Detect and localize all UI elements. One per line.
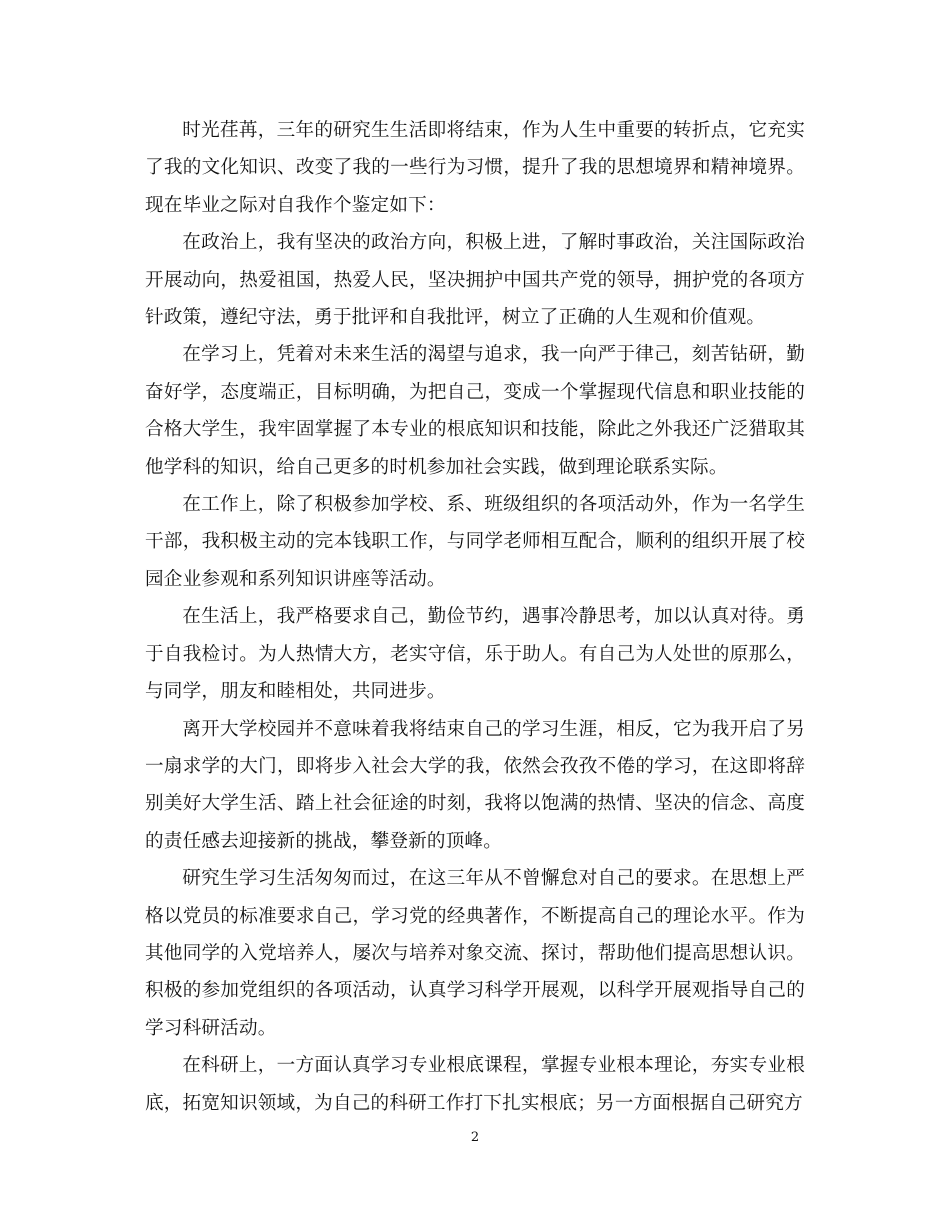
- paragraph-life: 在生活上，我严格要求自己，勤俭节约，遇事冷静思考，加以认真对待。勇于自我检讨。为人热情大方，老实守信，乐于助人。有自己为人处世的原那么，与同学，朋友和睦相处，共同进步。: [145, 606, 805, 703]
- paragraph-research: 在科研上，一方面认真学习专业根底课程，掌握专业根本理论，夯实专业根底，拓宽知识领域，为自己的科研工作打下扎实根底；另一方面根据自己研究方: [145, 1055, 805, 1114]
- paragraph-farewell: 离开大学校园并不意味着我将结束自己的学习生涯，相反，它为我开启了另一扇求学的大门，即将步入社会大学的我，依然会孜孜不倦的学习，在这即将辞别美好大学生活、踏上社会征途的时刻，我将以饱满的热情、坚决的信念、高度的责任感去迎接新的挑战，攀登新的顶峰。: [145, 718, 805, 852]
- paragraph-work: 在工作上，除了积极参加学校、系、班级组织的各项活动外，作为一名学生干部，我积极主动的完本钱职工作，与同学老师相互配合，顺利的组织开展了校园企业参观和系列知识讲座等活动。: [145, 494, 805, 590]
- document-body: [145, 112, 805, 1122]
- paragraph-politics: 在政治上，我有坚决的政治方向，积极上进，了解时事政治，关注国际政治开展动向，热爱祖国，热爱人民，坚决拥护中国共产党的领导，拥护党的各项方针政策，遵纪守法，勇于批评和自我批评，树立了正确的人生观和价值观。: [145, 232, 805, 329]
- paragraph-graduate-study: 研究生学习生活匆匆而过，在这三年从不曾懈怠对自己的要求。在思想上严格以党员的标准要求自己，学习党的经典著作，不断提高自己的理论水平。作为其他同学的入党培养人，屡次与培养对象交流、探讨，帮助他们提高思想认识。积极的参加党组织的各项活动，认真学习科学开展观，以科学开展观指导自己的学习科研活动。: [145, 868, 805, 1039]
- paragraph-study: 在学习上，凭着对未来生活的渴望与追求，我一向严于律己，刻苦钻研，勤奋好学，态度端正，目标明确，为把自己，变成一个掌握现代信息和职业技能的合格大学生，我牢固掌握了本专业的根底知识和技能，除此之外我还广泛猎取其他学科的知识，给自己更多的时机参加社会实践，做到理论联系实际。: [145, 344, 805, 478]
- paragraph-intro: 时光荏苒，三年的研究生生活即将结束，作为人生中重要的转折点，它充实了我的文化知识、改变了我的一些行为习惯，提升了我的思想境界和精神境界。现在毕业之际对自我作个鉴定如下：: [145, 120, 805, 216]
- page-number: 2: [470, 1130, 480, 1145]
